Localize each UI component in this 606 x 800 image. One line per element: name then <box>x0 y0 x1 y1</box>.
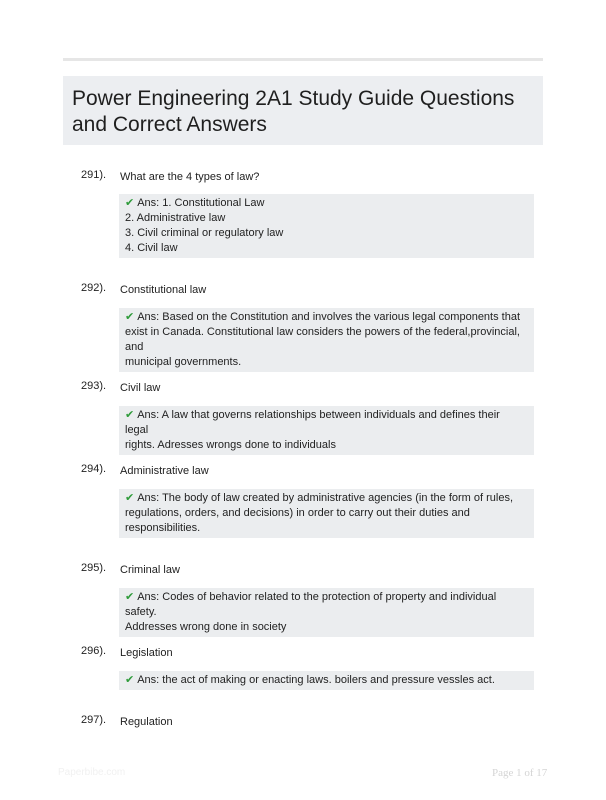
top-divider <box>63 58 543 61</box>
question-text: Criminal law <box>120 564 180 576</box>
answer-box <box>119 489 534 538</box>
checkmark-icon: ✔ <box>125 311 135 323</box>
footer-site: Paperbibe.com <box>58 767 126 778</box>
answer-box <box>119 588 534 637</box>
page-title: Power Engineering 2A1 Study Guide Questions and Correct Answers <box>72 87 515 136</box>
title-banner <box>63 76 543 145</box>
question-number: 294). <box>81 463 107 475</box>
answer-line: ✔ Ans: 1. Constitutional Law <box>125 197 265 209</box>
answer-box <box>119 406 534 455</box>
question-number: 291). <box>81 169 107 181</box>
checkmark-icon: ✔ <box>125 409 135 421</box>
answer-line: Addresses wrong done in society <box>125 621 287 633</box>
checkmark-icon: ✔ <box>125 197 135 209</box>
question-text: Administrative law <box>120 465 209 477</box>
answer-line: 2. Administrative law <box>125 212 226 224</box>
answer-box <box>119 308 534 372</box>
page-indicator: Page 1 of 17 <box>492 767 548 779</box>
answer-box <box>119 671 534 690</box>
question-text: Civil law <box>120 382 161 394</box>
checkmark-icon: ✔ <box>125 591 135 603</box>
answer-line: ✔ Ans: The body of law created by administrative agencies (in the form of rules, <box>125 492 514 504</box>
question-text: Constitutional law <box>120 284 207 296</box>
answer-line: ✔ Ans: the act of making or enacting laws. boilers and pressure vessles act. <box>125 674 495 686</box>
answer-box <box>119 194 534 258</box>
question-number: 292). <box>81 282 107 294</box>
question-text: Legislation <box>120 647 173 659</box>
answer-line: 3. Civil criminal or regulatory law <box>125 227 284 239</box>
answer-line: municipal governments. <box>125 356 242 368</box>
question-number: 295). <box>81 562 107 574</box>
question-number: 297). <box>81 714 107 726</box>
answer-line: ✔ Ans: A law that governs relationships between individuals and defines their legal <box>125 409 500 436</box>
question-number: 296). <box>81 645 107 657</box>
checkmark-icon: ✔ <box>125 492 135 504</box>
answer-line: ✔ Ans: Based on the Constitution and involves the various legal components that <box>125 311 521 323</box>
question-text: What are the 4 types of law? <box>120 171 260 183</box>
answer-line: 4. Civil law <box>125 242 178 254</box>
question-text: Regulation <box>120 716 173 728</box>
answer-line: ✔ Ans: Codes of behavior related to the protection of property and individual safety. <box>125 591 497 618</box>
answer-line: exist in Canada. Constitutional law considers the powers of the federal,provincial, and <box>125 326 520 353</box>
checkmark-icon: ✔ <box>125 674 135 686</box>
answer-line: regulations, orders, and decisions) in order to carry out their duties and <box>125 507 470 519</box>
question-number: 293). <box>81 380 107 392</box>
answer-line: rights. Adresses wrongs done to individuals <box>125 439 336 451</box>
answer-line: responsibilities. <box>125 522 201 534</box>
